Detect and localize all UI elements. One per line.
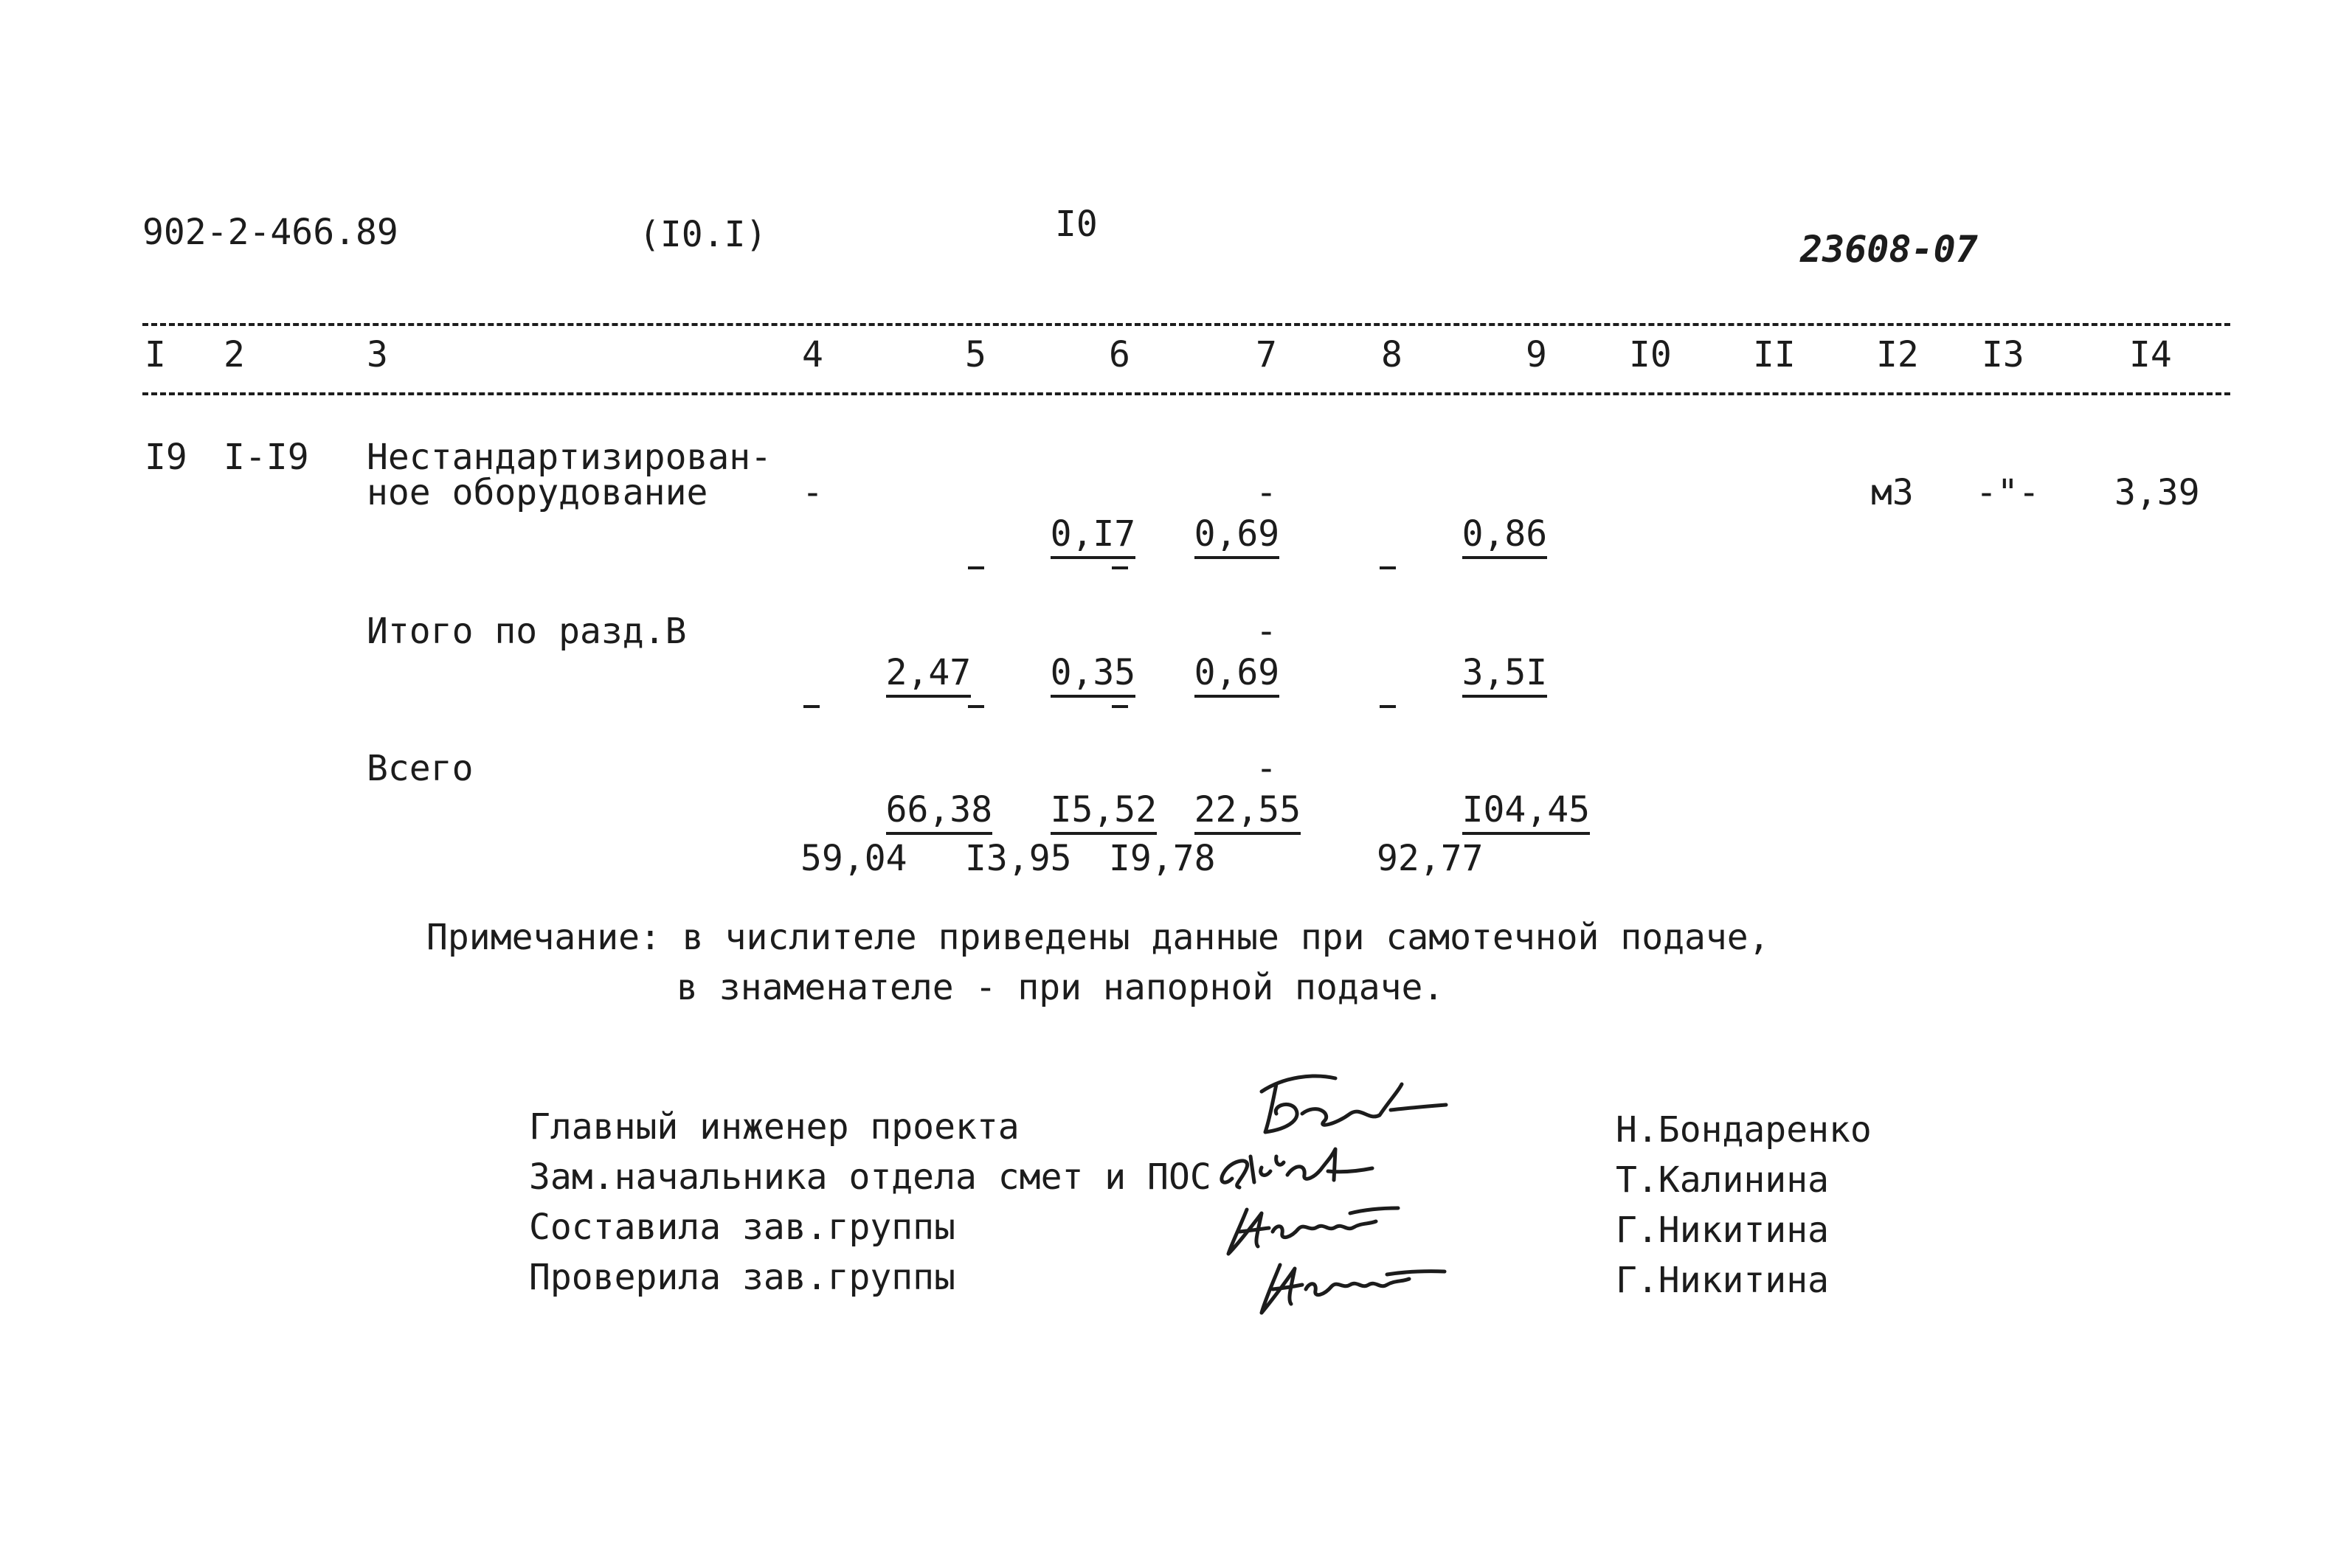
- numerator: 22,55: [1194, 789, 1301, 835]
- row-name-line2: ное оборудование: [367, 472, 708, 513]
- denominator: 92,77: [1377, 838, 1484, 879]
- signatory-name: Т.Калинина: [1616, 1159, 1829, 1201]
- column-header: 5: [965, 334, 986, 375]
- handwritten-signature: [1210, 1142, 1387, 1201]
- column-header: 7: [1256, 334, 1277, 375]
- denominator-dash: [1380, 705, 1396, 708]
- column-header: II: [1753, 334, 1796, 375]
- denominator-dash: [968, 566, 984, 569]
- handwritten-signature: [1232, 1062, 1453, 1143]
- column-header: I2: [1876, 334, 1919, 375]
- numerator: 0,35: [1051, 652, 1136, 698]
- column-header: 2: [224, 334, 245, 375]
- column-header: 9: [1526, 334, 1547, 375]
- row-col14: 3,39: [2114, 472, 2200, 513]
- denominator-dash: [1112, 705, 1128, 708]
- header-rule-top: [142, 323, 2230, 326]
- numerator: 0,69: [1194, 513, 1280, 559]
- denominator: 59,04: [800, 838, 907, 879]
- denominator-dash: [968, 705, 984, 708]
- column-header: I: [145, 334, 166, 375]
- note-line1: Примечание: в числителе приведены данные при самотечной подаче,: [426, 917, 1770, 958]
- denominator: I9,78: [1109, 838, 1216, 879]
- handwritten-signature: [1247, 1246, 1453, 1320]
- signature-title: Зам.начальника отдела смет и ПОС: [529, 1156, 1211, 1198]
- column-header: I0: [1629, 334, 1672, 375]
- numerator: I5,52: [1051, 789, 1158, 835]
- column-header: 8: [1381, 334, 1402, 375]
- section-number: (I0.I): [639, 214, 767, 255]
- row-col13: -"-: [1976, 472, 2040, 513]
- numerator: 3,5I: [1462, 652, 1548, 698]
- numerator: I04,45: [1462, 789, 1590, 835]
- subtotal-label: Итого по разд.В: [367, 611, 687, 652]
- page-number: I0: [1055, 204, 1098, 245]
- column-header: I4: [2129, 334, 2172, 375]
- column-header: 4: [802, 334, 823, 375]
- signatory-name: Г.Никитина: [1616, 1260, 1829, 1301]
- signature-title: Главный инженер проекта: [529, 1106, 1020, 1148]
- signatory-name: Н.Бондаренко: [1616, 1109, 1872, 1151]
- row-col7: -: [1256, 472, 1277, 513]
- header-rule-bottom: [142, 392, 2230, 395]
- inventory-stamp: 23608-07: [1800, 228, 1978, 271]
- signatory-name: Г.Никитина: [1616, 1210, 1829, 1251]
- denominator-dash: [803, 705, 820, 708]
- numerator: 2,47: [886, 652, 972, 698]
- total-col7: -: [1256, 748, 1277, 789]
- column-header: 3: [367, 334, 388, 375]
- column-header: 6: [1109, 334, 1130, 375]
- numerator: 0,86: [1462, 513, 1548, 559]
- numerator: 0,69: [1194, 652, 1280, 698]
- denominator-dash: [1380, 566, 1396, 569]
- note-line2: в знаменателе - при напорной подаче.: [677, 967, 1445, 1008]
- row-number: I9: [145, 437, 187, 478]
- numerator: 0,I7: [1051, 513, 1136, 559]
- signature-title: Составила зав.группы: [529, 1207, 955, 1248]
- subtotal-col7: -: [1256, 611, 1277, 652]
- numerator: 66,38: [886, 789, 993, 835]
- row-col4: -: [802, 472, 823, 513]
- row-reference: I-I9: [224, 437, 309, 478]
- column-header: I3: [1982, 334, 2024, 375]
- signature-title: Проверила зав.группы: [529, 1257, 955, 1298]
- total-label: Всего: [367, 748, 474, 789]
- row-unit: м3: [1871, 472, 1914, 513]
- doc-code: 902-2-466.89: [142, 212, 398, 253]
- denominator-dash: [1112, 566, 1128, 569]
- row-name-line1: Нестандартизирован-: [367, 437, 772, 478]
- denominator: I3,95: [965, 838, 1072, 879]
